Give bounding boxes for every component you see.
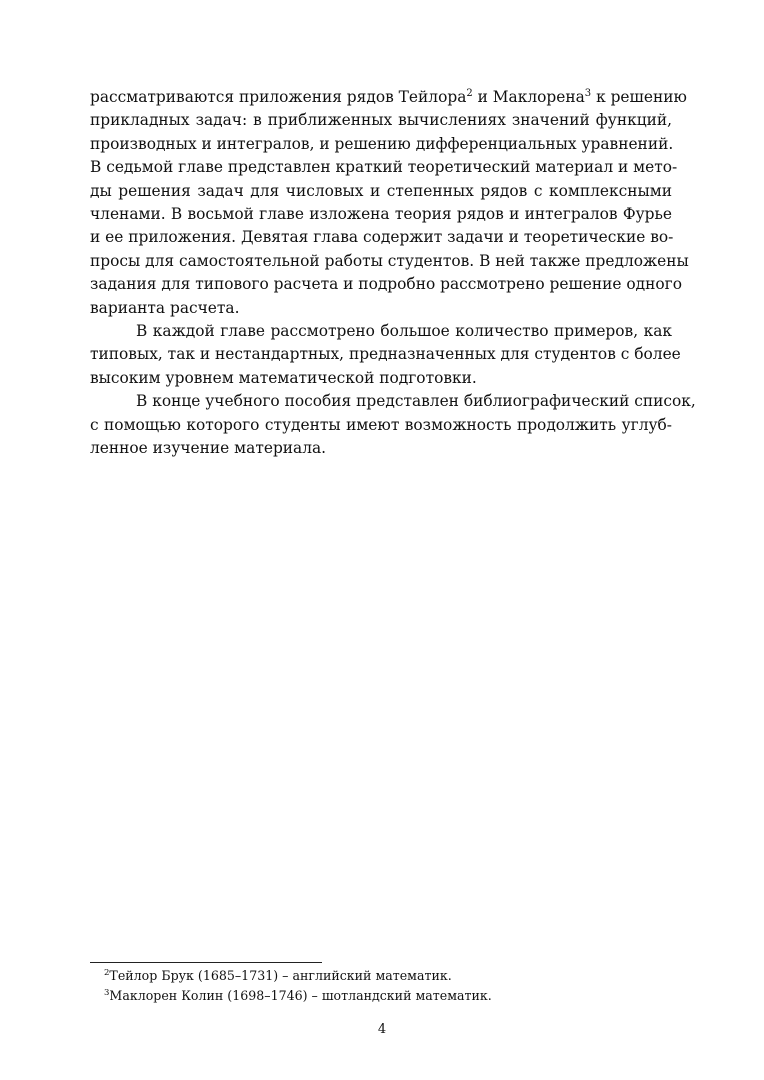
text-line bbox=[90, 250, 689, 273]
paragraph bbox=[90, 320, 681, 390]
paragraph bbox=[90, 86, 689, 320]
text-run: варианта расчета. bbox=[90, 298, 240, 317]
text-line bbox=[90, 86, 687, 109]
text-line bbox=[90, 203, 672, 226]
text-line bbox=[90, 367, 672, 390]
text-run: ды решения задач для числовых и степенных рядов с комплексными bbox=[90, 181, 672, 200]
footnote-text: Маклорен Колин (1698–1746) – шотландский математик. bbox=[109, 988, 492, 1003]
text-run: рассматриваются приложения рядов Тейлора bbox=[90, 88, 467, 106]
text-line bbox=[90, 273, 682, 296]
text-run: В каждой главе рассмотрено большое количество примеров, как bbox=[136, 322, 672, 341]
text-line bbox=[90, 226, 672, 249]
footnote-reference: 3 bbox=[584, 88, 592, 99]
text-run: задания для типового расчета и подробно рассмотрено решение одного bbox=[90, 275, 682, 294]
text-line bbox=[90, 437, 672, 460]
body-text bbox=[90, 86, 696, 461]
paragraph bbox=[90, 390, 696, 460]
text-line bbox=[90, 180, 672, 203]
text-run: просы для самостоятельной работы студентов. В ней также предложены bbox=[90, 251, 689, 270]
footnote bbox=[104, 986, 492, 1006]
text-run: производных и интегралов, и решению дифференциальных уравнений. bbox=[90, 134, 674, 153]
text-line bbox=[90, 414, 672, 437]
text-line bbox=[90, 156, 678, 179]
text-run: членами. В восьмой главе изложена теория рядов и интегралов Фурье bbox=[90, 205, 672, 224]
text-run: с помощью которого студенты имеют возможность продолжить углуб- bbox=[90, 415, 672, 434]
page-number: 4 bbox=[377, 1022, 387, 1037]
text-line bbox=[90, 320, 672, 343]
text-line bbox=[90, 390, 696, 413]
text-run: прикладных задач: в приближенных вычислениях значений функций, bbox=[90, 111, 672, 130]
footnote-divider bbox=[90, 962, 322, 963]
text-line bbox=[90, 133, 672, 156]
footnotes bbox=[104, 966, 492, 1006]
footnote-mark: 3 bbox=[104, 988, 110, 998]
text-run: В конце учебного пособия представлен библиографический список, bbox=[136, 392, 696, 411]
text-line bbox=[90, 297, 672, 320]
text-run: типовых, так и нестандартных, предназначенных для студентов с более bbox=[90, 345, 681, 364]
footnote bbox=[104, 966, 492, 986]
text-run: В седьмой главе представлен краткий теоретический материал и мето- bbox=[90, 158, 678, 177]
footnote-reference: 2 bbox=[466, 88, 473, 99]
text-line bbox=[90, 109, 672, 132]
footnote-mark: 2 bbox=[104, 968, 110, 978]
text-run: ленное изучение материала. bbox=[90, 439, 327, 458]
footnote-text: Тейлор Брук (1685–1731) – английский математик. bbox=[109, 968, 452, 983]
text-run: высоким уровнем математической подготовки. bbox=[90, 368, 477, 387]
text-run: и Маклорена bbox=[472, 88, 585, 106]
text-run: и ее приложения. Девятая глава содержит задачи и теоретические во- bbox=[90, 228, 674, 247]
text-line bbox=[90, 343, 681, 366]
text-run: к решению bbox=[591, 88, 687, 106]
